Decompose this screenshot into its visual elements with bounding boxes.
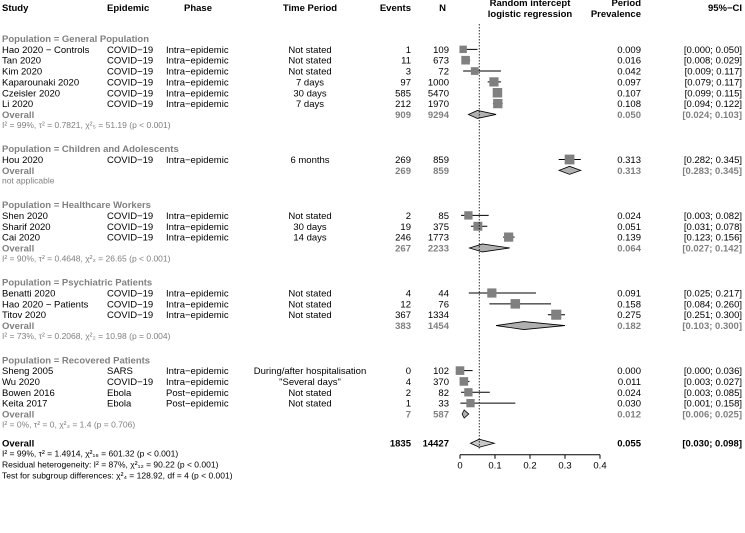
- overall-events: 1835: [389, 438, 411, 450]
- study-name: Hao 2020 − Controls: [2, 44, 90, 56]
- study-epidemic: COVID−19: [107, 221, 154, 233]
- group-title: Population = General Population: [2, 34, 149, 45]
- study-ci: [0.031; 0.078]: [683, 221, 742, 233]
- study-name: Kim 2020: [2, 66, 43, 78]
- study-events: 97: [400, 77, 411, 89]
- header-time-period: Time Period: [282, 3, 338, 14]
- overall-prevalence: 0.064: [617, 243, 641, 255]
- overall-label: Overall: [2, 438, 35, 450]
- study-time-period: Not stated: [288, 210, 332, 222]
- study-phase: Post−epidemic: [166, 387, 229, 399]
- study-epidemic: COVID−19: [107, 44, 154, 56]
- study-epidemic: COVID−19: [107, 55, 154, 67]
- study-time-period: Not stated: [288, 66, 332, 78]
- study-square: [460, 377, 469, 386]
- study-ci: [0.000; 0.050]: [683, 44, 742, 56]
- overall-label: Overall: [2, 409, 35, 421]
- x-axis-tick-label: 0.1: [488, 460, 502, 472]
- study-n: 76: [438, 299, 449, 311]
- overall-n: 1454: [427, 321, 449, 333]
- study-prevalence: 0.108: [617, 99, 641, 111]
- header-ci: 95%−CI: [707, 3, 742, 14]
- study-prevalence: 0.030: [617, 398, 641, 410]
- overall-diamond: [468, 110, 496, 118]
- study-n: 109: [433, 44, 449, 56]
- study-phase: Intra−epidemic: [166, 155, 229, 166]
- study-name: Hou 2020: [2, 155, 44, 166]
- study-square: [461, 56, 470, 65]
- study-phase: Post−epidemic: [166, 398, 229, 410]
- overall-ci: [0.283; 0.345]: [682, 165, 742, 177]
- study-square: [464, 211, 472, 219]
- study-square: [504, 233, 513, 242]
- x-axis-tick-label: 0.2: [523, 460, 537, 472]
- study-epidemic: COVID−19: [107, 88, 154, 100]
- study-ci: [0.003; 0.085]: [683, 387, 742, 399]
- study-phase: Intra−epidemic: [166, 376, 229, 388]
- overall-events: 383: [395, 321, 411, 333]
- study-name: Tan 2020: [2, 55, 42, 67]
- study-prevalence: 0.024: [617, 210, 641, 222]
- overall-diamond: [462, 410, 469, 418]
- overall-prevalence: 0.050: [617, 109, 641, 121]
- study-name: Czeisler 2020: [2, 88, 61, 100]
- study-square: [493, 88, 503, 98]
- study-n: 859: [433, 155, 449, 166]
- study-events: 1: [405, 44, 411, 56]
- study-ci: [0.025; 0.217]: [683, 288, 742, 300]
- footer-statistic: Residual heterogeneity: I² = 87%, χ²₁₂ = 90.22 (p < 0.001): [2, 459, 219, 470]
- study-epidemic: COVID−19: [107, 77, 154, 89]
- study-epidemic: SARS: [107, 366, 133, 378]
- study-prevalence: 0.042: [617, 66, 641, 78]
- study-epidemic: COVID−19: [107, 376, 154, 388]
- study-n: 375: [433, 221, 449, 233]
- study-square: [493, 99, 502, 108]
- study-square: [473, 222, 482, 231]
- header-events: Events: [379, 3, 411, 14]
- overall-n: 2233: [427, 243, 449, 255]
- study-epidemic: COVID−19: [107, 66, 154, 78]
- group-title: Population = Psychiatric Patients: [2, 277, 153, 289]
- study-epidemic: COVID−19: [107, 232, 154, 244]
- study-prevalence: 0.107: [617, 88, 641, 100]
- study-ci: [0.079; 0.117]: [684, 77, 742, 89]
- study-time-period: 7 days: [296, 77, 324, 89]
- group-title: Population = Children and Adolescents: [2, 144, 179, 156]
- study-n: 82: [438, 387, 449, 399]
- study-phase: Intra−epidemic: [166, 221, 229, 233]
- overall-prevalence: 0.012: [617, 409, 641, 421]
- study-events: 2: [405, 387, 411, 399]
- study-square: [471, 67, 479, 75]
- overall-diamond: [469, 244, 509, 252]
- study-epidemic: COVID−19: [107, 155, 154, 166]
- study-phase: Intra−epidemic: [166, 366, 229, 378]
- study-prevalence: 0.024: [617, 387, 641, 399]
- study-ci: [0.282; 0.345]: [683, 155, 742, 166]
- study-events: 246: [395, 232, 411, 244]
- overall-ci: [0.103; 0.300]: [682, 321, 742, 333]
- overall-diamond: [559, 166, 581, 174]
- study-name: Titov 2020: [2, 310, 47, 322]
- study-ci: [0.251; 0.300]: [683, 310, 742, 322]
- study-ci: [0.094; 0.122]: [683, 99, 742, 111]
- overall-diamond: [471, 439, 495, 447]
- study-time-period: 30 days: [293, 221, 327, 233]
- overall-label: Overall: [2, 165, 35, 177]
- study-time-period: 30 days: [293, 88, 327, 100]
- study-prevalence: 0.000: [617, 366, 641, 378]
- study-ci: [0.000; 0.036]: [683, 366, 742, 378]
- study-ci: [0.084; 0.260]: [683, 299, 742, 311]
- study-events: 2: [405, 210, 411, 222]
- overall-n: 587: [433, 409, 449, 421]
- study-ci: [0.123; 0.156]: [683, 232, 742, 244]
- study-prevalence: 0.097: [617, 77, 641, 89]
- study-name: Wu 2020: [2, 376, 40, 388]
- overall-n: 14427: [422, 438, 449, 450]
- study-phase: Intra−epidemic: [166, 55, 229, 67]
- study-n: 85: [438, 210, 449, 222]
- study-square: [565, 155, 575, 165]
- study-phase: Intra−epidemic: [166, 310, 229, 322]
- study-phase: Intra−epidemic: [166, 88, 229, 100]
- study-time-period: Not stated: [288, 398, 332, 410]
- overall-n: 859: [433, 165, 449, 177]
- study-prevalence: 0.011: [617, 376, 641, 388]
- study-time-period: Not stated: [288, 387, 332, 399]
- study-events: 269: [395, 155, 411, 166]
- study-phase: Intra−epidemic: [166, 77, 229, 89]
- overall-prevalence: 0.182: [617, 321, 641, 333]
- study-n: 5470: [427, 88, 449, 100]
- study-name: Hao 2020 − Patients: [2, 299, 89, 311]
- study-square: [489, 77, 498, 86]
- overall-label: Overall: [2, 243, 35, 255]
- study-name: Shen 2020: [2, 210, 48, 222]
- study-n: 370: [433, 376, 449, 388]
- study-time-period: Not stated: [288, 310, 332, 322]
- study-ci: [0.001; 0.158]: [683, 398, 742, 410]
- study-epidemic: COVID−19: [107, 310, 154, 322]
- study-name: Bowen 2016: [2, 387, 55, 399]
- study-events: 12: [400, 299, 411, 311]
- study-name: Benatti 2020: [2, 288, 56, 300]
- study-n: 1773: [427, 232, 449, 244]
- study-phase: Intra−epidemic: [166, 232, 229, 244]
- footer-statistic: I² = 99%, τ² = 1.4914, χ²₁₆ = 601.32 (p < 0.001): [2, 448, 179, 459]
- study-name: Sharif 2020: [2, 221, 51, 233]
- study-n: 102: [433, 366, 449, 378]
- overall-ci: [0.024; 0.103]: [682, 109, 742, 121]
- study-phase: Intra−epidemic: [166, 44, 229, 56]
- study-n: 33: [438, 398, 449, 410]
- study-time-period: 7 days: [296, 99, 324, 111]
- study-epidemic: COVID−19: [107, 299, 154, 311]
- study-square: [459, 46, 466, 53]
- overall-events: 909: [395, 109, 411, 121]
- study-prevalence: 0.313: [617, 155, 641, 166]
- study-epidemic: Ebola: [107, 398, 132, 410]
- study-ci: [0.003; 0.027]: [683, 376, 742, 388]
- study-ci: [0.008; 0.029]: [683, 55, 742, 67]
- group-heterogeneity: I² = 0%, τ² = 0, χ²₃ = 1.4 (p = 0.706): [2, 419, 136, 430]
- study-n: 1334: [427, 310, 449, 322]
- overall-n: 9294: [427, 109, 449, 121]
- study-events: 367: [395, 310, 411, 322]
- overall-events: 269: [395, 165, 411, 177]
- study-epidemic: COVID−19: [107, 210, 154, 222]
- overall-events: 7: [405, 409, 411, 421]
- study-square: [511, 299, 521, 309]
- study-prevalence: 0.009: [617, 44, 641, 56]
- study-n: 72: [438, 66, 449, 78]
- study-prevalence: 0.016: [617, 55, 641, 67]
- study-name: Keita 2017: [2, 398, 48, 410]
- study-events: 1: [405, 398, 411, 410]
- overall-ci: [0.006; 0.025]: [682, 409, 742, 421]
- study-ci: [0.003; 0.082]: [683, 210, 742, 222]
- study-epidemic: COVID−19: [107, 288, 154, 300]
- group-heterogeneity: not applicable: [2, 175, 55, 186]
- study-phase: Intra−epidemic: [166, 99, 229, 111]
- study-ci: [0.009; 0.117]: [684, 66, 742, 78]
- study-time-period: Not stated: [288, 44, 332, 56]
- footer-statistic: Test for subgroup differences: χ²₄ = 128.92, df = 4 (p < 0.001): [2, 470, 233, 481]
- study-n: 673: [433, 55, 449, 67]
- study-name: Kaparounaki 2020: [2, 77, 80, 89]
- study-epidemic: COVID−19: [107, 99, 154, 111]
- study-name: Sheng 2005: [2, 366, 54, 378]
- study-events: 19: [400, 221, 411, 233]
- study-phase: Intra−epidemic: [166, 299, 229, 311]
- study-square: [456, 366, 465, 375]
- group-heterogeneity: I² = 73%, τ² = 0.2068, χ²₂ = 10.98 (p = 0.004): [2, 330, 171, 341]
- study-n: 1000: [427, 77, 449, 89]
- header-epidemic: Epidemic: [107, 3, 150, 14]
- study-square: [464, 388, 472, 396]
- study-events: 11: [401, 55, 411, 67]
- overall-events: 267: [395, 243, 411, 255]
- header-prevalence-2: Prevalence: [590, 9, 641, 20]
- study-events: 0: [405, 366, 411, 378]
- study-time-period: Not stated: [288, 55, 332, 67]
- study-time-period: 6 months: [290, 155, 330, 166]
- overall-ci: [0.027; 0.142]: [682, 243, 742, 255]
- study-time-period: During/after hospitalisation: [253, 366, 367, 378]
- overall-ci: [0.030; 0.098]: [682, 438, 742, 450]
- study-prevalence: 0.275: [617, 310, 641, 322]
- study-phase: Intra−epidemic: [166, 66, 229, 78]
- header-study: Study: [2, 3, 29, 14]
- study-time-period: "Several days": [279, 376, 341, 388]
- study-time-period: Not stated: [288, 299, 332, 311]
- study-time-period: 14 days: [293, 232, 327, 244]
- group-heterogeneity: I² = 90%, τ² = 0.4648, χ²₂ = 26.65 (p < 0.001): [2, 253, 171, 264]
- study-prevalence: 0.158: [617, 299, 641, 311]
- x-axis-tick-label: 0: [457, 460, 463, 472]
- overall-prevalence: 0.055: [617, 438, 641, 450]
- group-heterogeneity: I² = 99%, τ² = 0.7821, χ²₅ = 51.19 (p < 0.001): [2, 119, 171, 130]
- x-axis-tick-label: 0.3: [558, 460, 572, 472]
- study-events: 3: [405, 66, 411, 78]
- group-title: Population = Recovered Patients: [2, 355, 151, 367]
- study-phase: Intra−epidemic: [166, 210, 229, 222]
- header-prevalence-1: Period: [611, 0, 641, 9]
- study-n: 1970: [427, 99, 449, 111]
- header-plot-title-1: Random intercept: [489, 0, 571, 9]
- x-axis-tick-label: 0.4: [593, 460, 607, 472]
- study-events: 4: [405, 376, 411, 388]
- study-events: 4: [405, 288, 411, 300]
- study-n: 44: [438, 288, 449, 300]
- header-n: N: [439, 3, 446, 14]
- study-ci: [0.099; 0.115]: [684, 88, 742, 100]
- study-name: Li 2020: [2, 99, 34, 111]
- header-phase: Phase: [184, 3, 212, 14]
- overall-label: Overall: [2, 321, 35, 333]
- study-epidemic: Ebola: [107, 387, 132, 399]
- overall-diamond: [496, 322, 565, 330]
- header-plot-title-2: logistic regression: [487, 9, 573, 20]
- study-prevalence: 0.051: [617, 221, 641, 233]
- overall-label: Overall: [2, 109, 35, 121]
- group-title: Population = Healthcare Workers: [2, 200, 151, 212]
- study-square: [466, 399, 474, 407]
- study-phase: Intra−epidemic: [166, 288, 229, 300]
- overall-prevalence: 0.313: [617, 165, 641, 177]
- study-events: 585: [395, 88, 411, 100]
- study-events: 212: [395, 99, 411, 111]
- study-prevalence: 0.139: [617, 232, 641, 244]
- study-square: [487, 288, 496, 297]
- study-prevalence: 0.091: [617, 288, 641, 300]
- study-square: [551, 310, 561, 320]
- study-time-period: Not stated: [288, 288, 332, 300]
- study-name: Cai 2020: [2, 232, 41, 244]
